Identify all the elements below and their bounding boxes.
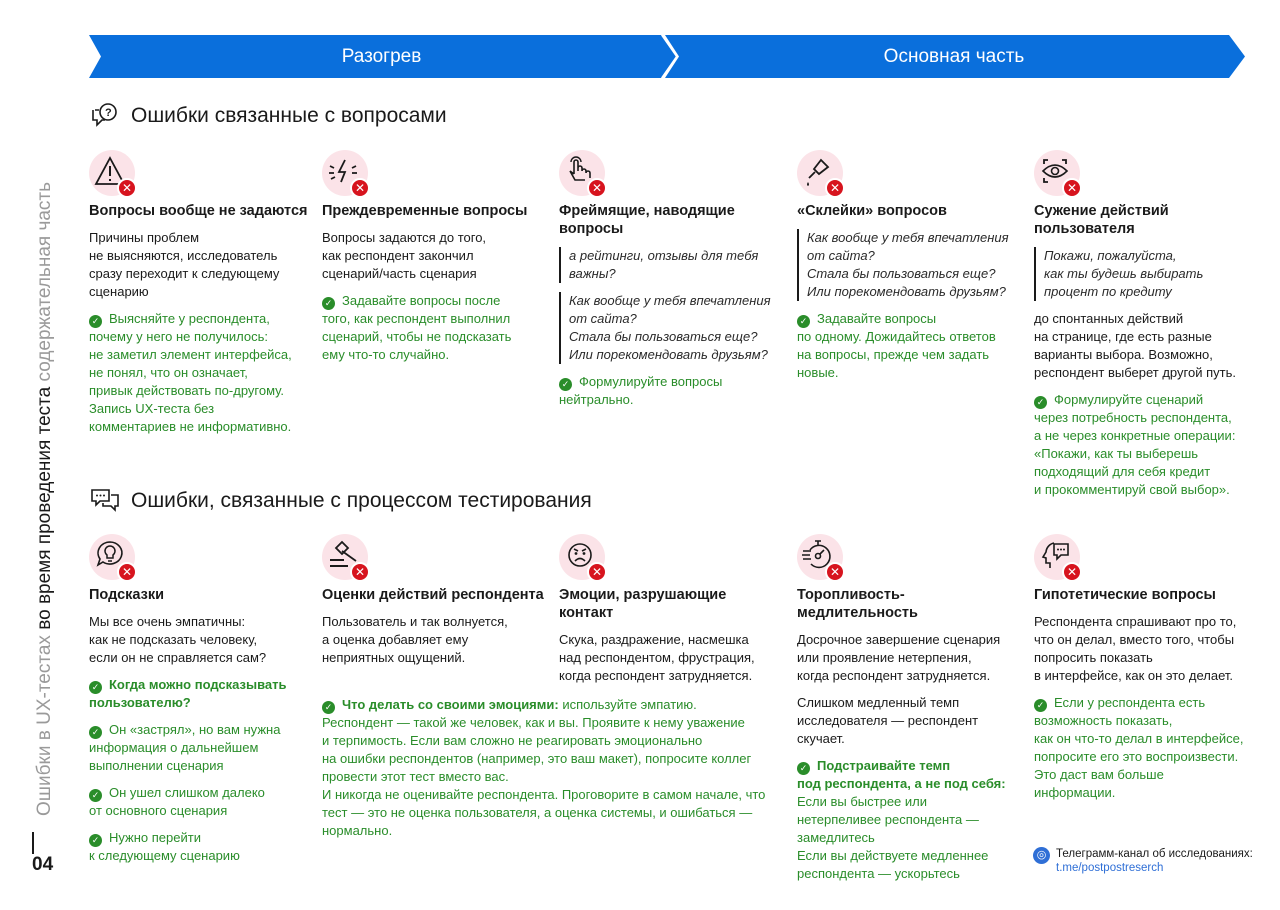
check-icon: ✓ [797, 315, 810, 328]
check-icon: ✓ [89, 726, 102, 739]
card-hypothetical [1034, 534, 1259, 811]
telegram-label: Телеграмм-канал об исследованиях: [1056, 848, 1253, 860]
triskelion-logo-icon: ◎ [1033, 847, 1050, 864]
error-badge-icon: ✕ [1062, 178, 1082, 198]
check-icon: ✓ [322, 297, 335, 310]
card-title: Гипотетические вопросы [1034, 587, 1216, 603]
check-icon: ✓ [1034, 396, 1047, 409]
card-tip: ✓ Нужно перейти к следующему сценарию [89, 830, 240, 863]
page-number: 04 [32, 854, 54, 875]
card-text: Причины проблем не выясняются, исследователь сразу переходит к следующему сценарию [89, 230, 280, 299]
card-title: Преждевременные вопросы [322, 203, 528, 219]
card-title: Подсказки [89, 587, 165, 603]
card-text: Мы все очень эмпатичны: как не подсказать человеку, если он не справляется сам? [89, 614, 267, 665]
card-tip-text: Если вы быстрее или нетерпеливее респондента — замедлитесь Если вы действуете медленнее респондента — ускорьтесь [797, 794, 989, 881]
example-quote: Как вообще у тебя впечатления от сайта? Стала бы пользоваться еще? Или порекомендовать друзьям? [559, 292, 784, 364]
card-tip: ✓ Он «застрял», но вам нужна информация о дальнейшем выполнении сценария [89, 722, 281, 773]
section-process-heading [89, 485, 592, 517]
card-tip: ✓ Когда можно подсказывать пользователю? [89, 677, 287, 710]
check-icon: ✓ [89, 789, 102, 802]
telegram-link[interactable]: t.me/postpostreserch [1056, 862, 1164, 874]
question-bubble-icon [89, 100, 121, 132]
card-leading-questions [559, 150, 784, 418]
check-icon: ✓ [89, 834, 102, 847]
card-tip: ✓ Подстраивайте темп под респондента, а не под себя: [797, 758, 1006, 791]
card-tip: ✓ Формулируйте сценарий через потребность респондента, а не через конкретные операции: «Покажи, как ты выберешь подходящий для себя кредит и прокомментируй свой выбор». [1034, 392, 1236, 497]
card-premature-questions [322, 150, 547, 373]
error-badge-icon: ✕ [117, 562, 137, 582]
side-title-part3: содержательная часть [34, 181, 55, 387]
card-title: Торопливость-медлительность [797, 587, 918, 621]
card-emotions [559, 534, 784, 694]
emotions-tip: ✓ Что делать со своими эмоциями: используйте эмпатию. Респондент — такой же человек, как и вы. Проявите к нему уважение и терпимость. Если вам сложно не реагировать эмоционально на ошибки респондентов (например, это ваш макет), попросите коллег провести этот тест вместо вас. И никогда не оценивайте респондента. Проговорите в самом начале, что тест — это не оценка пользователя, а оценка системы, и ошибаться — нормально. [322, 697, 766, 838]
telegram-channel [1033, 847, 1253, 875]
card-tip: ✓ Он ушел слишком далеко от основного сценария [89, 785, 265, 818]
error-badge-icon: ✕ [825, 178, 845, 198]
example-quote: Покажи, пожалуйста, как ты будешь выбирать процент по кредиту [1034, 247, 1259, 301]
chat-bubbles-icon [89, 485, 121, 517]
card-text: Вопросы задаются до того, как респондент закончил сценарий/часть сценария [322, 230, 487, 281]
check-icon: ✓ [89, 315, 102, 328]
card-text: Респондента спрашивают про то, что он делал, вместо того, чтобы попросить показать в интерфейсе, как он это делает. [1034, 614, 1237, 683]
error-badge-icon: ✕ [117, 178, 137, 198]
stage-warmup-label: Разогрев [341, 46, 422, 67]
card-tip: ✓ Выясняйте у респондента, почему у него не получилось: не заметил элемент интерфейса, не понял, что он означает, привык действовать по-другому. Запись UX-теста без комментариев не информативно. [89, 311, 292, 434]
card-text: Слишком медленный темп исследователя — респондент скучает. [797, 695, 979, 746]
card-text: до спонтанных действий на странице, где есть разные варианты выбора. Возможно, респондент выберет другой путь. [1034, 311, 1236, 380]
section-questions-title: Ошибки связанные с вопросами [131, 104, 447, 127]
card-text: Пользователь и так волнуется, а оценка добавляет ему неприятных ощущений. [322, 614, 508, 665]
check-icon: ✓ [1034, 699, 1047, 712]
check-icon: ✓ [322, 701, 335, 714]
card-evaluations [322, 534, 547, 676]
stage-banner [89, 35, 1245, 78]
error-badge-icon: ✕ [825, 562, 845, 582]
card-combined-questions [797, 150, 1022, 391]
error-badge-icon: ✕ [587, 178, 607, 198]
svg-text:?: ? [105, 107, 112, 119]
error-badge-icon: ✕ [1062, 562, 1082, 582]
card-pace [797, 534, 1022, 892]
check-icon: ✓ [797, 762, 810, 775]
card-narrowing-actions [1034, 150, 1259, 508]
section-questions-heading [89, 100, 447, 132]
section-process-title: Ошибки, связанные с процессом тестирования [131, 489, 592, 512]
side-divider [32, 832, 34, 854]
error-badge-icon: ✕ [350, 562, 370, 582]
check-icon: ✓ [559, 378, 572, 391]
example-quote: а рейтинги, отзывы для тебя важны? [559, 247, 784, 283]
card-text: Досрочное завершение сценария или проявление нетерпения, когда респондент затрудняется. [797, 632, 1001, 683]
card-no-questions [89, 150, 314, 445]
card-hints [89, 534, 314, 874]
card-tip: ✓ Если у респондента есть возможность показать, как он что-то делал в интерфейсе, попросите его это воспроизвести. Это даст вам больше информации. [1034, 695, 1244, 800]
error-badge-icon: ✕ [350, 178, 370, 198]
card-title: «Склейки» вопросов [797, 203, 947, 219]
card-tip: ✓ Задавайте вопросы по одному. Дожидайтесь ответов на вопросы, прежде чем задать новые. [797, 311, 996, 380]
card-text: Скука, раздражение, насмешка над респондентом, фрустрация, когда респондент затрудняется. [559, 632, 755, 683]
card-tip: ✓ Формулируйте вопросы нейтрально. [559, 374, 723, 407]
card-title: Фреймящие, наводящие вопросы [559, 203, 735, 237]
example-quote: Как вообще у тебя впечатления от сайта? Стала бы пользоваться еще? Или порекомендовать друзьям? [797, 229, 1022, 301]
error-badge-icon: ✕ [587, 562, 607, 582]
card-title: Сужение действий пользователя [1034, 203, 1169, 237]
card-tip: ✓ Задавайте вопросы после того, как респондент выполнил сценарий, чтобы не подсказать ему что-то случайно. [322, 293, 512, 362]
stage-main-label: Основная часть [883, 46, 1025, 67]
card-title: Вопросы вообще не задаются [89, 203, 308, 219]
side-title-part2: во время проведения теста [34, 386, 55, 630]
side-title-part1: Ошибки в UX-тестах [34, 629, 55, 816]
side-title [34, 182, 56, 816]
card-title: Эмоции, разрушающие контакт [559, 587, 727, 621]
check-icon: ✓ [89, 681, 102, 694]
card-title: Оценки действий респондента [322, 587, 544, 603]
